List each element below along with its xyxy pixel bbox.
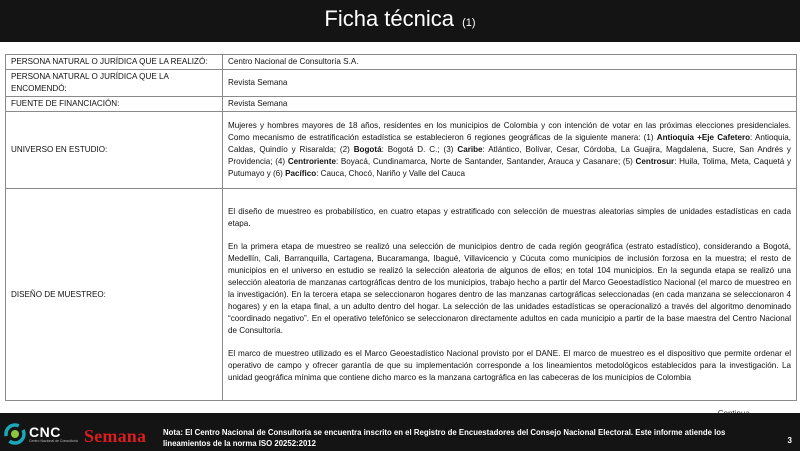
region-name: Antioquia +Eje Cafetero	[656, 133, 751, 142]
row-label: PERSONA NATURAL O JURÍDICA QUE LA REALIZÓ:	[6, 55, 223, 70]
diseno-paragraph-2: En la primera etapa de muestreo se realizó una selección de municipios dentro de cada región geográfica (estrato estadístico), considerando a Bogotá, Medellín, Cali, Barranquilla, Cartagena, Bucaramanga, Ibagué, Villavicencio y Cúcuta como municipios de inclusión forzosa en la muestra; el resto de municipios en el universo en estudio se realizó la selección aleatoria de algunos de ellos; en total 104 municipios. En la segunda etapa se realizó una selección aleatoria de manzanas cartográficas dentro de los municipios, trabajo hecho a partir del Marco Geoestadístico Nacional (el marco de muestreo en la investigación). En la tercera etapa se seleccionaron hogares dentro de las manzanas cartográficas seleccionadas (en cada manzana se seleccionaron 4 hogares) y en la etapa final, a un adulto dentro del hogar. La selección de las unidades estadísticas se operacionalizó a través del algoritmo denominado “coordinado negativo”. En el operativo telefónico se seleccionaron directamente adultos en cada municipio a partir de la base maestra del Centro Nacional de Consultoría.	[228, 241, 791, 335]
cnc-logo-icon	[4, 423, 26, 445]
cnc-logo-subtext: Centro Nacional de Consultoría	[29, 439, 78, 443]
page-number: 3	[787, 436, 792, 445]
row-value: Centro Nacional de Consultoría S.A.	[223, 55, 797, 70]
table-row-diseno	[6, 189, 797, 401]
row-label: PERSONA NATURAL O JURÍDICA QUE LA ENCOMENDÓ:	[6, 70, 223, 97]
title-suffix: (1)	[462, 17, 476, 29]
region-name: Pacífico	[285, 169, 317, 178]
row-value: Revista Semana	[223, 70, 797, 97]
cnc-logo-text: CNC	[29, 424, 61, 440]
region-name: Centroriente	[287, 157, 336, 166]
row-value: Revista Semana	[223, 97, 797, 112]
ficha-tecnica-table	[5, 54, 797, 401]
footer-bar	[0, 413, 800, 451]
footer-note: Nota: El Centro Nacional de Consultoría se encuentra inscrito en el Registro de Encuestadores del Consejo Nacional Electoral. Este informe atiende los lineamientos de la norma ISO 20252:2012	[163, 428, 726, 448]
diseno-paragraph-1: El diseño de muestreo es probabilístico, en cuatro etapas y estratificado con selección de muestras aleatorias simples de unidades estadísticas en cada etapa.	[228, 206, 791, 228]
region-name: Caribe	[457, 145, 483, 154]
cnc-logo	[4, 423, 76, 447]
content-sheet	[0, 42, 800, 413]
table-row	[6, 97, 797, 112]
universo-value: Mujeres y hombres mayores de 18 años, residentes en los municipios de Colombia y con intención de votar en las próximas elecciones presidenciales. Como mecanismo de estratificación estadística se establecieron 6 regiones geográficas de la siguiente manera: (1) Antioquia +Eje Cafetero: Antioquia, Caldas, Quindío y Risaralda; (2) Bogotá: Bogotá D. C.; (3) Caribe: Atlántico, Bolívar, Cesar, Córdoba, La Guajira, Magdalena, Sucre, San Andrés y Providencia; (4) Centroriente: Boyacá, Cundinamarca, Norte de Santander, Santander, Arauca y Casanare; (5) Centrosur: Huila, Tolima, Meta, Caquetá y Putumayo y (6) Pacífico: Cauca, Chocó, Nariño y Valle del Cauca	[223, 112, 797, 189]
table-row-universo	[6, 112, 797, 189]
diseno-label: DISEÑO DE MUESTREO:	[6, 189, 223, 401]
diseno-value	[223, 189, 797, 401]
header-bar	[0, 0, 800, 42]
table-row	[6, 55, 797, 70]
region-name: Bogotá	[353, 145, 382, 154]
universo-label: UNIVERSO EN ESTUDIO:	[6, 112, 223, 189]
semana-logo: Semana	[84, 426, 147, 446]
diseno-paragraph-3: El marco de muestreo utilizado es el Marco Geoestadístico Nacional provisto por el DANE. El marco de muestreo es el dispositivo que permite ordenar el operativo de campo y ofrecer garantía de que su implementación corresponde a los lineamientos metodológicos establecidos para la investigación. La unidad geográfica mínima que contiene dicho marco es la manzana cartográfica en las cabeceras de los municipios de Colombia	[228, 348, 791, 382]
page-title: Ficha técnica (1)	[324, 6, 476, 31]
quoted-algorithm: “coordinado negativo”	[228, 313, 307, 323]
table-row	[6, 70, 797, 97]
row-label: FUENTE DE FINANCIACIÓN:	[6, 97, 223, 112]
region-name: Centrosur	[635, 157, 675, 166]
